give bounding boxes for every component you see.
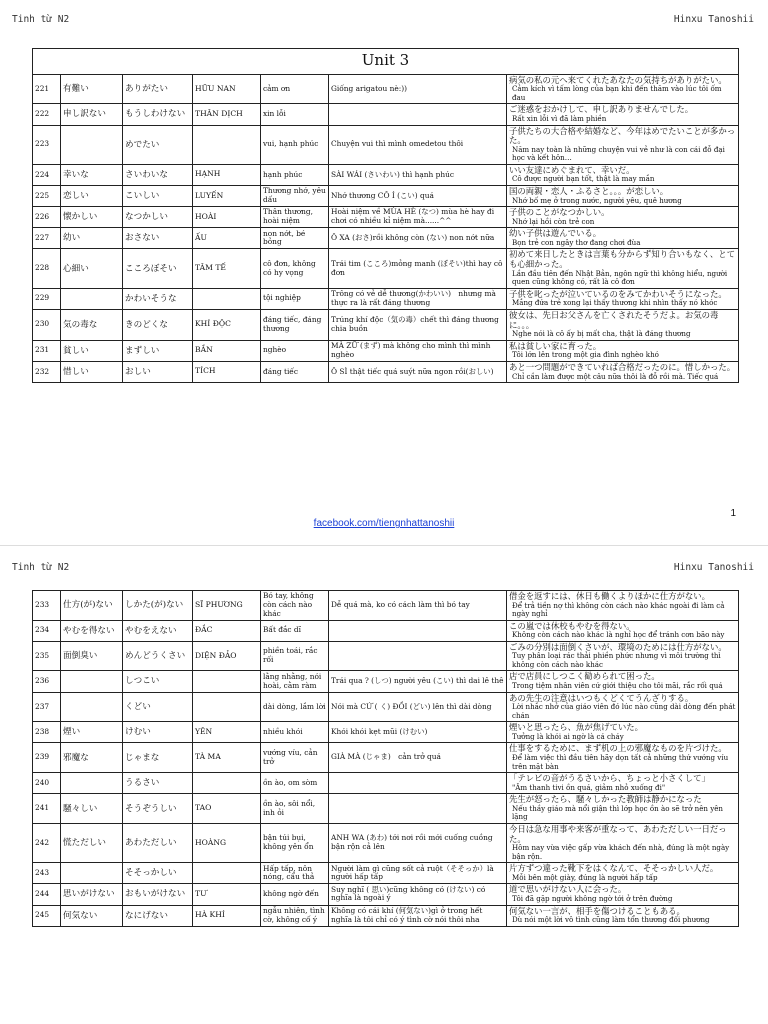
kana-reading: しかた(が)ない xyxy=(123,591,193,621)
row-number: 225 xyxy=(33,185,61,206)
table-row xyxy=(33,722,739,743)
table-row xyxy=(33,125,739,164)
kanji-word xyxy=(61,288,123,309)
kanji-word xyxy=(61,671,123,692)
row-number: 243 xyxy=(33,863,61,884)
table-row xyxy=(33,794,739,824)
kanji-word xyxy=(61,125,123,164)
table-row xyxy=(33,743,739,773)
kana-reading: くどい xyxy=(123,692,193,722)
example-sentence xyxy=(507,361,739,382)
mnemonic: MÀ ZỮ (まず) mà không cho mình thì mình nghèo xyxy=(329,340,507,361)
example-japanese: 道で思いがけない人に会った。 xyxy=(509,884,627,895)
mnemonic: Chuyện vui thì mình omedetou thôi xyxy=(329,125,507,164)
mnemonic: Không có cái khí (何気ない)gì ở trong hết nghĩa là tôi chỉ có ý tình cờ nói thôi nha xyxy=(329,905,507,926)
meaning: vướng víu, cản trở xyxy=(261,743,329,773)
table-row xyxy=(33,905,739,926)
unit-title-row xyxy=(33,49,739,75)
kanji-word: 幼い xyxy=(61,228,123,249)
han-viet xyxy=(193,125,261,164)
table-row xyxy=(33,228,739,249)
example-sentence xyxy=(507,905,739,926)
meaning: nhiều khói xyxy=(261,722,329,743)
example-sentence xyxy=(507,185,739,206)
kanji-word: 仕方(が)ない xyxy=(61,591,123,621)
kana-reading: なにげない xyxy=(123,905,193,926)
table-row xyxy=(33,104,739,125)
row-number: 226 xyxy=(33,207,61,228)
mnemonic xyxy=(329,773,507,794)
row-number: 239 xyxy=(33,743,61,773)
meaning: non nớt, bé bỏng xyxy=(261,228,329,249)
kanji-word: やむを得ない xyxy=(61,620,123,641)
example-sentence xyxy=(507,309,739,340)
kana-reading: めでたい xyxy=(123,125,193,164)
meaning: Thân thương, hoài niệm xyxy=(261,207,329,228)
kanji-word: 邪魔な xyxy=(61,743,123,773)
example-vietnamese: Trong tiệm nhân viên cứ giới thiệu cho tôi mãi, rắc rối quá xyxy=(512,681,723,691)
kana-reading: めんどうくさい xyxy=(123,641,193,671)
table-row xyxy=(33,591,739,621)
row-number: 236 xyxy=(33,671,61,692)
row-number: 238 xyxy=(33,722,61,743)
example-vietnamese: Cô được người bạn tốt, thật là may mắn xyxy=(512,174,655,184)
row-number: 223 xyxy=(33,125,61,164)
han-viet xyxy=(193,671,261,692)
meaning: không ngờ đến xyxy=(261,884,329,905)
kanji-word xyxy=(61,692,123,722)
han-viet xyxy=(193,692,261,722)
vocab-table-page-2 xyxy=(32,590,738,927)
example-japanese: 仕事をするために、まず机の上の邪魔なものを片づけた。 xyxy=(509,743,727,754)
example-vietnamese: Năm nay toàn là những chuyện vui vẻ như là con cái đỗ đại học và kết hôn… xyxy=(512,144,725,163)
row-number: 222 xyxy=(33,104,61,125)
kana-reading: かわいそうな xyxy=(123,288,193,309)
row-number: 241 xyxy=(33,794,61,824)
mnemonic: Người làm gì cũng sốt cả ruột（そそっか）là người hấp tấp xyxy=(329,863,507,884)
example-sentence xyxy=(507,207,739,228)
example-sentence xyxy=(507,74,739,104)
row-number: 244 xyxy=(33,884,61,905)
example-sentence xyxy=(507,692,739,722)
mnemonic: SÀI WÁI (さいわい) thì hạnh phúc xyxy=(329,164,507,185)
table-row xyxy=(33,249,739,288)
meaning: đáng tiếc xyxy=(261,361,329,382)
example-vietnamese: Nếu thầy giáo mà nổi giận thì lớp học ồn ào sẽ trở nên yên lặng xyxy=(512,803,723,822)
kanji-word: 騒々しい xyxy=(61,794,123,824)
kana-reading: まずしい xyxy=(123,340,193,361)
kana-reading: しつこい xyxy=(123,671,193,692)
page-header-1 xyxy=(0,0,768,25)
kana-reading: こいしい xyxy=(123,185,193,206)
kana-reading: じゃまな xyxy=(123,743,193,773)
mnemonic: Ô SÌ thật tiếc quá suýt nữa ngon rồi(おしい) xyxy=(329,361,507,382)
header-left-text: Tinh từ N2 xyxy=(12,562,70,573)
example-japanese: あの先生の注意はいつもくどくてうんざりする。 xyxy=(509,692,694,703)
example-sentence xyxy=(507,249,739,288)
row-number: 235 xyxy=(33,641,61,671)
example-japanese: 店で店員にしつこく勧められて困った。 xyxy=(509,671,660,682)
meaning: vui, hạnh phúc xyxy=(261,125,329,164)
example-japanese: 子供たちの大合格や結婚など、今年はめでたいことが多かった。 xyxy=(509,125,736,146)
kanji-word xyxy=(61,773,123,794)
kana-reading: おもいがけない xyxy=(123,884,193,905)
example-sentence xyxy=(507,641,739,671)
example-sentence xyxy=(507,722,739,743)
example-vietnamese: Lần đầu tiên đến Nhật Bản, ngôn ngữ thì không hiểu, người quen cũng không có, rất là cô đơn xyxy=(512,268,728,287)
row-number: 237 xyxy=(33,692,61,722)
row-number: 224 xyxy=(33,164,61,185)
mnemonic xyxy=(329,104,507,125)
table-row xyxy=(33,288,739,309)
page-divider xyxy=(0,545,768,546)
kana-reading: きのどくな xyxy=(123,309,193,340)
table-row xyxy=(33,641,739,671)
han-viet: LUYẾN xyxy=(193,185,261,206)
kanji-word: 思いがけない xyxy=(61,884,123,905)
table-row xyxy=(33,773,739,794)
mnemonic: Dễ quá mà, ko có cách làm thì bó tay xyxy=(329,591,507,621)
example-vietnamese: Rất xin lỗi vì đã làm phiền xyxy=(512,114,607,123)
meaning: phiền toái, rắc rối xyxy=(261,641,329,671)
kanji-word: 心細い xyxy=(61,249,123,288)
example-japanese: 子供のことがなつかしい。 xyxy=(509,207,610,218)
facebook-link[interactable]: facebook.com/tiengnhattanoshii xyxy=(313,518,455,529)
page-number: 1 xyxy=(730,508,736,519)
example-vietnamese: Tôi đã gặp người không ngờ tới ở trên đường xyxy=(512,894,673,904)
kanji-word: 申し訳ない xyxy=(61,104,123,125)
unit-title: Unit 3 xyxy=(33,49,739,75)
row-number: 240 xyxy=(33,773,61,794)
table-row xyxy=(33,620,739,641)
mnemonic xyxy=(329,620,507,641)
kana-reading: あわただしい xyxy=(123,823,193,862)
meaning: Hấp tấp, nôn nóng, cẩu thả xyxy=(261,863,329,884)
example-sentence xyxy=(507,125,739,164)
example-japanese: いい友達にめぐまれて、幸いだ。 xyxy=(509,164,635,175)
mnemonic: Trông có vẻ dễ thương(かわいい) nhưng mà thực ra là rất đáng thương xyxy=(329,288,507,309)
kana-reading: こころぼそい xyxy=(123,249,193,288)
kanji-word: 恋しい xyxy=(61,185,123,206)
example-japanese: 「テレビの音がうるさいから、ちょっと小さくして」 xyxy=(509,773,710,784)
mnemonic: Suy nghĩ ( 思い)cũng không có (けない) có nghĩa là ngoài ý xyxy=(329,884,507,905)
meaning: lằng nhằng, nói hoài, cằm ràm xyxy=(261,671,329,692)
example-japanese: この嵐では休校もやむを得ない。 xyxy=(509,620,635,631)
row-number: 233 xyxy=(33,591,61,621)
kanji-word: 有難い xyxy=(61,74,123,104)
example-vietnamese: Để trả tiền nợ thì không còn cách nào khác ngoài đi làm cả ngày nghỉ xyxy=(512,600,725,619)
example-japanese: 幼い子供は遊んでいる。 xyxy=(509,228,602,239)
example-sentence xyxy=(507,104,739,125)
meaning: cảm ơn xyxy=(261,74,329,104)
han-viet: TÍCH xyxy=(193,361,261,382)
row-number: 242 xyxy=(33,823,61,862)
example-sentence xyxy=(507,340,739,361)
example-sentence xyxy=(507,884,739,905)
mnemonic: Ô XA (おさ)rồi không còn (ない) non nớt nữa xyxy=(329,228,507,249)
example-sentence xyxy=(507,288,739,309)
example-japanese: 病気の私の元へ来てくれたあなたの気持ちがありがたい。 xyxy=(509,74,727,85)
header-right-text: Hinxu Tanoshii xyxy=(673,562,754,573)
table-row xyxy=(33,340,739,361)
mnemonic xyxy=(329,641,507,671)
row-number: 231 xyxy=(33,340,61,361)
example-sentence xyxy=(507,620,739,641)
example-japanese: 国の両親・恋人・ふるさと。。。が恋しい。 xyxy=(509,185,669,196)
table-row xyxy=(33,823,739,862)
mnemonic: Trúng khí độc（気の毒）chết thì đáng thương chia buồn xyxy=(329,309,507,340)
kana-reading: さいわいな xyxy=(123,164,193,185)
example-vietnamese: Mắng đứa trẻ xong lại thấy thương khi nhìn thấy nó khóc xyxy=(512,298,718,308)
example-vietnamese: Bọn trẻ con ngây thơ đang chơi đùa xyxy=(512,237,641,247)
example-japanese: 煙いと思ったら、魚が焦げていた。 xyxy=(509,722,643,733)
han-viet: THÂN DỊCH xyxy=(193,104,261,125)
mnemonic: Giống arigatou nè:)) xyxy=(329,74,507,104)
meaning: đáng tiếc, đáng thương xyxy=(261,309,329,340)
han-viet: BẦN xyxy=(193,340,261,361)
kana-reading: おさない xyxy=(123,228,193,249)
kana-reading: けむい xyxy=(123,722,193,743)
example-vietnamese: Không còn cách nào khác là nghỉ học để tránh cơn bão này xyxy=(512,630,725,640)
example-sentence xyxy=(507,773,739,794)
han-viet: HOÀI xyxy=(193,207,261,228)
meaning: hạnh phúc xyxy=(261,164,329,185)
vocab-table-page-1 xyxy=(32,48,738,383)
page-header-2 xyxy=(0,548,768,573)
meaning: bận túi bụi, không yên ổn xyxy=(261,823,329,862)
row-number: 232 xyxy=(33,361,61,382)
header-left-text: Tinh từ N2 xyxy=(12,14,70,25)
example-japanese: ご迷惑をおかけして、申し訳ありませんでした。 xyxy=(509,104,694,115)
table-row xyxy=(33,207,739,228)
han-viet xyxy=(193,773,261,794)
example-japanese: 彼女は、先日お父さんを亡くされたそうだよ。お気の毒に。。。 xyxy=(509,309,719,330)
mnemonic: Trái qua ? (しつ) người yêu (こい) thì dai lê thê xyxy=(329,671,507,692)
meaning: Bất đắc dĩ xyxy=(261,620,329,641)
kana-reading: やむをえない xyxy=(123,620,193,641)
han-viet: ẤU xyxy=(193,228,261,249)
row-number: 245 xyxy=(33,905,61,926)
meaning: Bó tay, không còn cách nào khác xyxy=(261,591,329,621)
row-number: 229 xyxy=(33,288,61,309)
mnemonic: GIÀ MÀ (じゃま) cản trở quá xyxy=(329,743,507,773)
kanji-word: 何気ない xyxy=(61,905,123,926)
example-japanese: 先生が怒ったら、騒々しかった教師は静かになった xyxy=(509,794,702,805)
example-vietnamese: Để làm việc thì đầu tiên hãy dọn tất cả những thứ vướng víu trên mặt bàn xyxy=(512,753,729,771)
row-number: 230 xyxy=(33,309,61,340)
example-vietnamese: Lời nhắc nhở của giáo viên đó lúc nào cũng dài dòng đến phát chán xyxy=(512,702,736,720)
kana-reading: おしい xyxy=(123,361,193,382)
example-vietnamese: Mỗi bên một giày, đúng là người hấp tấp xyxy=(512,872,658,882)
meaning: Thương nhớ, yêu dấu xyxy=(261,185,329,206)
kanji-word: 惜しい xyxy=(61,361,123,382)
kanji-word: 面倒臭い xyxy=(61,641,123,671)
table-row xyxy=(33,884,739,905)
kana-reading: なつかしい xyxy=(123,207,193,228)
han-viet: HẠNH xyxy=(193,164,261,185)
example-vietnamese: "Âm thanh tivi ồn quá, giảm nhỏ xuống đi" xyxy=(512,782,666,792)
meaning: ồn ào, sôi nổi, inh ỏi xyxy=(261,794,329,824)
kanji-word: 懐かしい xyxy=(61,207,123,228)
mnemonic: Khói khói kẹt mũi (けむい) xyxy=(329,722,507,743)
table-row xyxy=(33,361,739,382)
table-row xyxy=(33,185,739,206)
han-viet: TÀ MA xyxy=(193,743,261,773)
example-japanese: 今日は急な用事や来客が重なって、あわただしい一日だった。 xyxy=(509,823,727,844)
table-row xyxy=(33,863,739,884)
han-viet: ĐẮC xyxy=(193,620,261,641)
row-number: 221 xyxy=(33,74,61,104)
example-japanese: 何気ない一言が、相手を傷つけることもある。 xyxy=(509,905,685,916)
kana-reading: もうしわけない xyxy=(123,104,193,125)
han-viet: TÂM TẾ xyxy=(193,249,261,288)
table-row xyxy=(33,164,739,185)
example-japanese: あと一つ問題ができていれば合格だったのに。惜しかった。 xyxy=(509,361,736,372)
example-japanese: ごみの分別は面倒くさいが、環境のためには仕方がない。 xyxy=(509,641,727,652)
kanji-word: 気の毒な xyxy=(61,309,123,340)
example-sentence xyxy=(507,671,739,692)
example-sentence xyxy=(507,591,739,621)
han-viet: YÊN xyxy=(193,722,261,743)
table-row xyxy=(33,671,739,692)
example-vietnamese: Cảm kích vì tấm lòng của bạn khi đến thăm vào lúc tôi ốm đau xyxy=(512,84,722,102)
example-sentence xyxy=(507,228,739,249)
meaning: ngẫu nhiên, tình cờ, không cố ý xyxy=(261,905,329,926)
kana-reading: ありがたい xyxy=(123,74,193,104)
example-vietnamese: Nhớ bố mẹ ở trong nước, người yêu, quê hương xyxy=(512,195,682,205)
han-viet: DIỆN ĐẢO xyxy=(193,641,261,671)
mnemonic: ANH WA (あわ) tới nơi rồi mới cuống cuồng bận rộn cả lên xyxy=(329,823,507,862)
example-sentence xyxy=(507,794,739,824)
mnemonic xyxy=(329,794,507,824)
meaning: dài dòng, lắm lời xyxy=(261,692,329,722)
example-vietnamese: Dù nói một lời vô tình cũng làm tổn thương đối phương xyxy=(512,915,710,925)
example-sentence xyxy=(507,743,739,773)
han-viet: HOÀNG xyxy=(193,823,261,862)
han-viet: HÀ KHÍ xyxy=(193,905,261,926)
example-japanese: 片方ずつ違った靴下をはくなんて、そそっかしい人だ。 xyxy=(509,863,719,874)
han-viet: HỮU NAN xyxy=(193,74,261,104)
meaning: tội nghiệp xyxy=(261,288,329,309)
meaning: cô đơn, không có hy vọng xyxy=(261,249,329,288)
kanji-word: 貧しい xyxy=(61,340,123,361)
example-vietnamese: Hôm nay vừa việc gấp vừa khách đến nhà, đúng là một ngày bận rộn. xyxy=(512,843,730,861)
example-vietnamese: Nhớ lại hồi còn trẻ con xyxy=(512,216,595,226)
row-number: 234 xyxy=(33,620,61,641)
example-vietnamese: Nghe nói là cô ấy bị mất cha, thật là đáng thương xyxy=(512,329,691,339)
han-viet: KHÍ ĐỘC xyxy=(193,309,261,340)
mnemonic: Hoài niệm về MÙA HÈ (なつ) mùa hè hay đi chơi có nhiều kỉ niệm mà......^^ xyxy=(329,207,507,228)
example-japanese: 借金を返すには、休日も働くよりほかに仕方がない。 xyxy=(509,591,710,601)
mnemonic: Trái tim (こころ)mỏng manh (ぼそい)thì hay cô đơn xyxy=(329,249,507,288)
example-vietnamese: Chỉ cần làm được một câu nữa thôi là đỗ rồi mà. Tiếc quá xyxy=(512,371,719,381)
kana-reading: そそっかしい xyxy=(123,863,193,884)
table-row xyxy=(33,692,739,722)
example-vietnamese: Tôi lớn lên trong một gia đình nghèo khó xyxy=(512,350,659,360)
han-viet xyxy=(193,863,261,884)
example-vietnamese: Tuy phân loại rác thải phiền phức nhưng vì môi trường thì không còn cách nào khác xyxy=(512,651,721,669)
kana-reading: うるさい xyxy=(123,773,193,794)
row-number: 228 xyxy=(33,249,61,288)
example-japanese: 子供を叱ったが泣いているのをみてかわいそうになった。 xyxy=(509,288,727,299)
example-sentence xyxy=(507,823,739,862)
meaning: nghèo xyxy=(261,340,329,361)
kanji-word xyxy=(61,863,123,884)
meaning: xin lỗi xyxy=(261,104,329,125)
example-sentence xyxy=(507,164,739,185)
han-viet: TAO xyxy=(193,794,261,824)
kanji-word: 煙い xyxy=(61,722,123,743)
han-viet xyxy=(193,288,261,309)
example-vietnamese: Tưởng là khói ai ngờ là cá cháy xyxy=(512,731,624,741)
mnemonic: Nhớ thương CÔ Í (こい) quá xyxy=(329,185,507,206)
row-number: 227 xyxy=(33,228,61,249)
example-japanese: 初めて来日したときは言葉も分からず知り合いもなく、とても心細かった。 xyxy=(509,249,735,270)
kana-reading: そうぞうしい xyxy=(123,794,193,824)
han-viet: SĨ PHƯƠNG xyxy=(193,591,261,621)
table-row xyxy=(33,74,739,104)
kanji-word: 幸いな xyxy=(61,164,123,185)
example-japanese: 私は貧しい家に育った。 xyxy=(509,340,602,351)
example-sentence xyxy=(507,863,739,884)
header-right-text: Hinxu Tanoshii xyxy=(673,14,754,25)
han-viet: TƯ xyxy=(193,884,261,905)
meaning: ồn ào, om sòm xyxy=(261,773,329,794)
kanji-word: 慌ただしい xyxy=(61,823,123,862)
mnemonic: Nói mà CỨ ( く) ĐỒI (どい) lên thì dài dòng xyxy=(329,692,507,722)
table-row xyxy=(33,309,739,340)
